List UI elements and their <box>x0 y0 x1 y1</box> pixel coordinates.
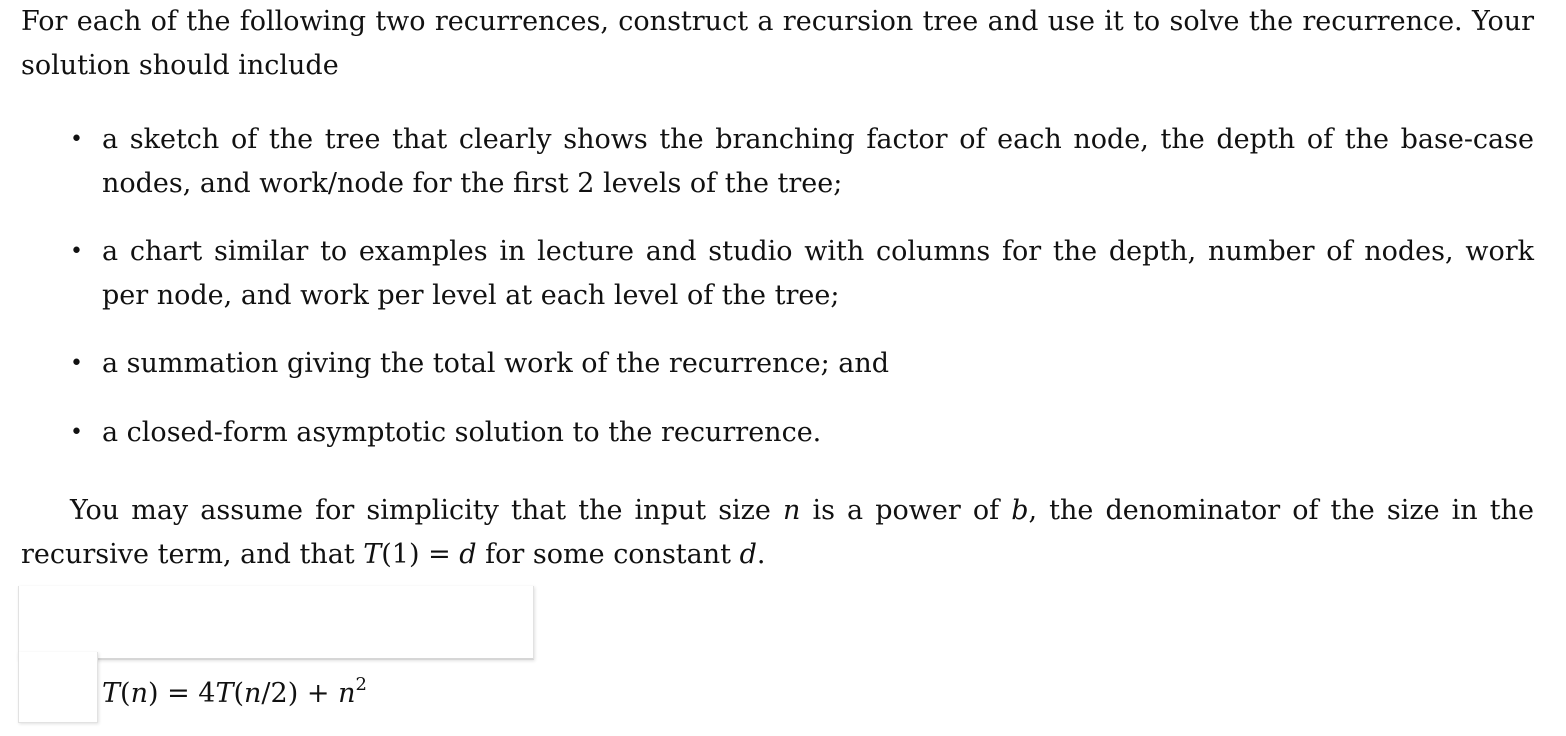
requirements-list <box>70 118 1534 455</box>
intro-paragraph <box>21 0 1534 88</box>
math-var-n: n <box>338 678 356 709</box>
assumption-text: You may assume for simplicity that the input size <box>70 495 783 526</box>
requirement-text: a sketch of the tree that clearly shows the branching factor of each node, the depth of the base-case nodes, and work/node for the first 2 levels of the tree; <box>102 124 1534 199</box>
recurrence-rhs-arg <box>233 678 338 709</box>
assumption-text: is a power of <box>800 495 1012 526</box>
recurrence-symbol: / <box>261 678 271 709</box>
assumption-line-1 <box>21 489 1534 533</box>
assumption-text: . <box>756 539 766 570</box>
assumption-text: (1) = <box>381 539 460 570</box>
requirement-text: a summation giving the total work of the recurrence; and <box>102 348 890 379</box>
assumption-paragraph <box>21 489 1534 577</box>
exponent: 2 <box>355 674 367 695</box>
math-func-t: T <box>102 678 121 709</box>
math-var-n: n <box>130 678 148 709</box>
answer-input-box[interactable] <box>18 586 534 660</box>
math-func-t: T <box>215 678 234 709</box>
list-item <box>70 230 1534 318</box>
intro-line-2: solution should include <box>21 50 339 81</box>
math-var-n: n <box>244 678 262 709</box>
assumption-text: recursive term, and that <box>21 539 364 570</box>
recurrence-lhs-arg <box>120 678 158 709</box>
intro-line-1: For each of the following two recurrences, construct a recursion tree and use it to solve the recurrence. Your <box>21 6 1534 37</box>
recurrence-symbol: + <box>306 678 330 709</box>
requirement-text: a chart similar to examples in lecture and studio with columns for the depth, number of nodes, work per node, and work per level at each level of the tree; <box>102 236 1534 311</box>
math-var-b: b <box>1011 495 1029 526</box>
recurrence-equation <box>102 672 367 716</box>
recurrence-equals: = 4 <box>158 678 216 709</box>
recurrence-symbol: 2 <box>270 678 288 709</box>
list-item <box>70 342 1534 386</box>
answer-input-box-left[interactable] <box>18 652 98 723</box>
bullet-icon: • <box>70 351 83 376</box>
list-item <box>70 411 1534 455</box>
list-item <box>70 118 1534 206</box>
math-func-t: T <box>363 539 382 570</box>
recurrence-symbol <box>329 678 338 709</box>
recurrence-symbol: ( <box>120 678 131 709</box>
assumption-text: for some constant <box>476 539 740 570</box>
recurrence-symbol: ) <box>287 678 299 709</box>
requirement-text: a closed-form asymptotic solution to the recurrence. <box>102 417 822 448</box>
bullet-icon: • <box>70 127 83 152</box>
math-var-d: d <box>739 539 757 570</box>
math-var-n: n <box>782 495 801 526</box>
recurrence-symbol: ( <box>233 678 245 709</box>
recurrence-symbol: ) <box>147 678 159 709</box>
math-var-d: d <box>459 539 477 570</box>
recurrence-symbol <box>298 678 307 709</box>
problem-statement <box>21 0 1534 570</box>
assumption-text: , the denominator of the size in the <box>1028 495 1534 526</box>
bullet-icon: • <box>70 239 83 264</box>
bullet-icon: • <box>70 420 83 445</box>
